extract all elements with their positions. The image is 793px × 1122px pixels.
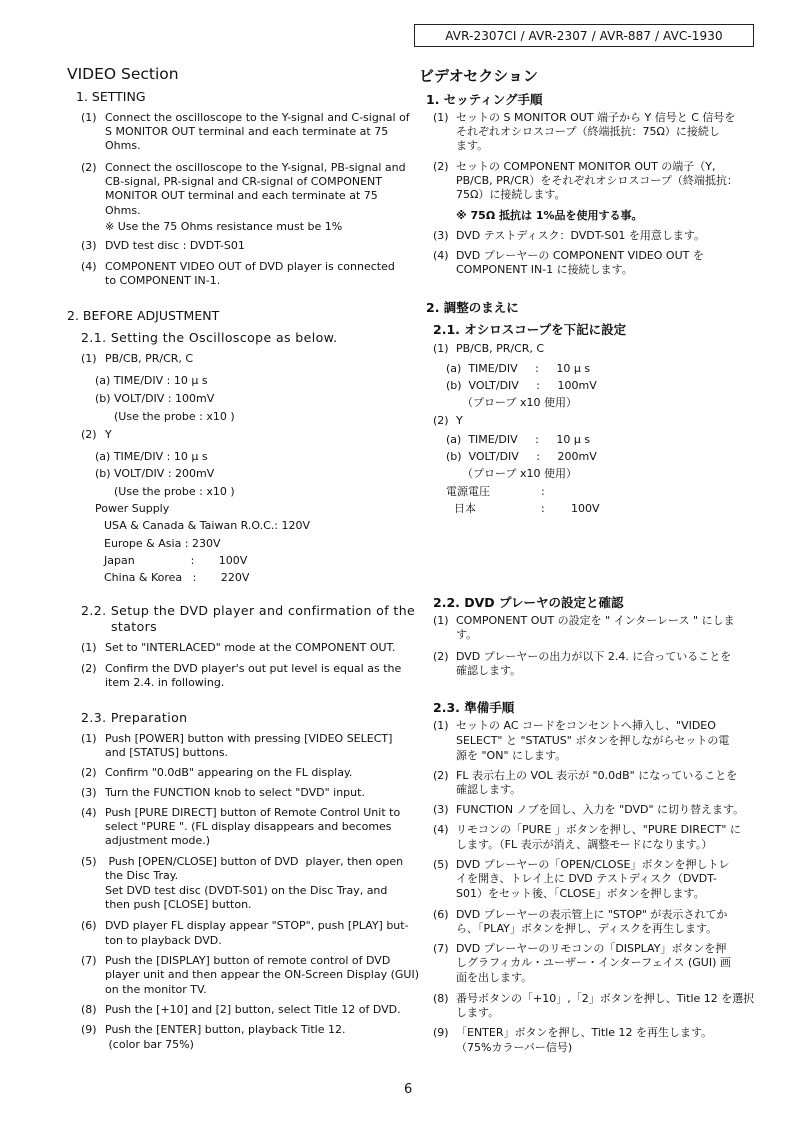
item-number: (3): [81, 786, 97, 799]
oscilloscope-heading-jp: 2.1. オシロスコープを下記に設定: [433, 322, 627, 337]
item-line: す。: [456, 628, 478, 641]
power-supply-row: Europe & Asia : 230V: [104, 537, 221, 550]
model-header: AVR-2307CI / AVR-2307 / AVR-887 / AVC-1930: [414, 24, 754, 47]
item-line: FUNCTION ノブを回し、入力を "DVD" に切り替えます。: [456, 803, 745, 816]
power-voltage-colon: :: [541, 485, 545, 498]
item-number: (7): [81, 954, 97, 967]
item-number: (1): [433, 342, 449, 355]
item-line: 確認します。: [456, 783, 522, 796]
item-line: S01）をセット後、「CLOSE」ボタンを押します。: [456, 887, 705, 900]
setting-heading: 1. SETTING: [76, 89, 146, 104]
item-number: (2): [433, 160, 449, 173]
item-line: DVD プレーヤーの COMPONENT VIDEO OUT を: [456, 249, 704, 262]
item-number: (1): [433, 111, 449, 124]
before-adjustment-heading-jp: 2. 調整のまえに: [426, 300, 519, 315]
power-supply-row: China & Korea : 220V: [104, 571, 250, 584]
item-number: (2): [81, 662, 97, 675]
item-line: MONITOR OUT terminal and each terminate at 75: [105, 189, 378, 202]
item-number: (2): [81, 766, 97, 779]
page-number: 6: [404, 1082, 413, 1097]
power-voltage-label: 電源電圧: [446, 485, 490, 498]
item-line: DVD プレーヤーのリモコンの「DISPLAY」ボタンを押: [456, 942, 727, 955]
item-line: しグラフィカル・ユーザー・インターフェイス (GUI) 画: [456, 956, 731, 969]
before-adjustment-heading: 2. BEFORE ADJUSTMENT: [67, 308, 220, 323]
item-number: (1): [81, 111, 97, 124]
item-line: S MONITOR OUT terminal and each terminate at 75: [105, 125, 389, 138]
item-line: 確認します。: [456, 664, 522, 677]
item-line: Connect the oscilloscope to the Y-signal, PB-signal and: [105, 161, 406, 174]
item-line: COMPONENT IN-1 に接続します。: [456, 263, 633, 276]
item-number: (9): [81, 1023, 97, 1036]
item-line: Confirm the DVD player's out put level is equal as the: [105, 662, 402, 675]
item-line: select "PURE ". (FL display disappears and becomes: [105, 820, 392, 833]
item-line: Ohms.: [105, 139, 141, 152]
item-number: (4): [81, 260, 97, 273]
item-line: します。（FL 表示が消え、調整モードになります。）: [456, 838, 713, 851]
item-line: DVD player FL display appear "STOP", push [PLAY] but-: [105, 919, 409, 932]
section-title: VIDEO Section: [67, 65, 179, 83]
item-line: それぞれオシロスコープ（終端抵抗：75Ω）に接続し: [456, 125, 720, 138]
item-number: (1): [81, 732, 97, 745]
item-line: Ohms.: [105, 204, 141, 217]
item-line: item 2.4. in following.: [105, 676, 225, 689]
item-line: and [STATUS] buttons.: [105, 746, 229, 759]
item-number: (5): [81, 855, 97, 868]
japan-voltage: 100V: [571, 502, 600, 515]
preparation-heading: 2.3. Preparation: [81, 710, 188, 725]
volt-div: (b) VOLT/DIV : 100mV: [95, 392, 215, 405]
item-number: (2): [433, 769, 449, 782]
dvd-setup-heading-cont: stators: [111, 619, 158, 634]
item-line: to COMPONENT IN-1.: [105, 274, 221, 287]
item-line: 源を "ON" にします。: [456, 749, 567, 762]
item-line: player unit and then appear the ON-Screen Display (GUI): [105, 968, 419, 981]
item-number: (6): [81, 919, 97, 932]
item-number: (9): [433, 1026, 449, 1039]
signal-label: PB/CB, PR/CR, C: [105, 352, 194, 365]
power-supply-row: USA & Canada & Taiwan R.O.C.: 120V: [104, 519, 311, 532]
item-line: リモコンの「PURE 」ボタンを押し、"PURE DIRECT" に: [456, 823, 741, 836]
item-line: 番号ボタンの「+10」,「2」ボタンを押し、Title 12 を選択: [456, 992, 755, 1005]
item-number: (4): [433, 249, 449, 262]
probe-note: （プローブ x10 使用）: [462, 467, 577, 480]
item-line: Turn the FUNCTION knob to select "DVD" input.: [105, 786, 365, 799]
item-number: (6): [433, 908, 449, 921]
item-number: (1): [433, 719, 449, 732]
japan-label: 日本: [454, 502, 476, 515]
signal-label: Y: [456, 414, 463, 427]
item-line: 面を出します。: [456, 971, 533, 984]
item-line: DVD test disc : DVDT-S01: [105, 239, 245, 252]
item-line: セットの AC コードをコンセントへ挿入し、"VIDEO: [456, 719, 716, 732]
volt-div: (b) VOLT/DIV : 200mV: [446, 450, 597, 463]
time-div: (a) TIME/DIV : 10 μ s: [446, 433, 591, 446]
item-number: (3): [81, 239, 97, 252]
volt-div: (b) VOLT/DIV : 100mV: [446, 379, 597, 392]
setting-heading-jp: 1. セッティング手順: [426, 92, 543, 107]
resistance-note: ※ Use the 75 Ohms resistance must be 1%: [105, 220, 343, 233]
power-supply-label: Power Supply: [95, 502, 170, 515]
probe-note: （プローブ x10 使用）: [462, 396, 577, 409]
section-title-jp: ビデオセクション: [419, 67, 538, 85]
item-line: adjustment mode.): [105, 834, 211, 847]
item-line: セットの S MONITOR OUT 端子から Y 信号と C 信号を: [456, 111, 736, 124]
probe-note: (Use the probe : x10 ): [114, 485, 235, 498]
item-line: COMPONENT VIDEO OUT of DVD player is connected: [105, 260, 395, 273]
item-number: (8): [81, 1003, 97, 1016]
item-number: (2): [433, 650, 449, 663]
item-line: on the monitor TV.: [105, 983, 207, 996]
time-div: (a) TIME/DIV : 10 μ s: [95, 374, 208, 387]
item-number: (1): [81, 641, 97, 654]
item-line: Push the [DISPLAY] button of remote control of DVD: [105, 954, 391, 967]
item-line: 75Ω）に接続します。: [456, 188, 566, 201]
item-line: CB-signal, PR-signal and CR-signal of COMPONENT: [105, 175, 382, 188]
item-line: DVD プレーヤーの出力が以下 2.4. に合っていることを: [456, 650, 732, 663]
item-line: Confirm "0.0dB" appearing on the FL display.: [105, 766, 353, 779]
item-number: (4): [81, 806, 97, 819]
volt-div: (b) VOLT/DIV : 200mV: [95, 467, 215, 480]
preparation-heading-jp: 2.3. 準備手順: [433, 700, 515, 715]
item-line: ら、「PLAY」ボタンを押し、ディスクを再生します。: [456, 922, 718, 935]
item-number: (3): [433, 803, 449, 816]
japan-colon: :: [541, 502, 545, 515]
item-line: DVD プレーヤーの表示管上に "STOP" が表示されてか: [456, 908, 728, 921]
item-line: Set DVD test disc (DVDT-S01) on the Disc Tray, and: [105, 884, 388, 897]
item-line: then push [CLOSE] button.: [105, 898, 252, 911]
item-number: (7): [433, 942, 449, 955]
resistance-note-jp: ※ 75Ω 抵抗は 1%品を使用する事。: [456, 209, 643, 222]
item-line: the Disc Tray.: [105, 869, 179, 882]
item-line: Push [PURE DIRECT] button of Remote Control Unit to: [105, 806, 401, 819]
signal-label: Y: [105, 428, 112, 441]
item-line: PB/CB, PR/CR）をそれぞれオシロスコープ（終端抵抗：: [456, 174, 738, 187]
item-line: DVD プレーヤーの「OPEN/CLOSE」ボタンを押しトレ: [456, 858, 730, 871]
signal-label: PB/CB, PR/CR, C: [456, 342, 545, 355]
item-line: DVD テストディスク：DVDT-S01 を用意します。: [456, 229, 705, 242]
item-number: (2): [433, 414, 449, 427]
item-line: ます。: [456, 139, 489, 152]
item-number: (1): [433, 614, 449, 627]
item-line: 「ENTER」ボタンを押し、Title 12 を再生します。: [456, 1026, 713, 1039]
dvd-setup-heading-jp: 2.2. DVD プレーヤの設定と確認: [433, 595, 624, 610]
item-line: Connect the oscilloscope to the Y-signal and C-signal of: [105, 111, 410, 124]
item-number: (2): [81, 428, 97, 441]
item-number: (8): [433, 992, 449, 1005]
item-line: （75%カラーバー信号): [456, 1041, 573, 1054]
item-number: (4): [433, 823, 449, 836]
item-line: (color bar 75%): [105, 1038, 194, 1051]
time-div: (a) TIME/DIV : 10 μ s: [95, 450, 208, 463]
item-line: Push the [+10] and [2] button, select Title 12 of DVD.: [105, 1003, 401, 1016]
power-supply-row: Japan : 100V: [104, 554, 248, 567]
item-number: (3): [433, 229, 449, 242]
item-line: ton to playback DVD.: [105, 934, 222, 947]
probe-note: (Use the probe : x10 ): [114, 410, 235, 423]
item-line: Push the [ENTER] button, playback Title 12.: [105, 1023, 346, 1036]
item-line: Push [OPEN/CLOSE] button of DVD player, then open: [105, 855, 404, 868]
dvd-setup-heading: 2.2. Setup the DVD player and confirmation of the: [81, 603, 416, 618]
oscilloscope-heading: 2.1. Setting the Oscilloscope as below.: [81, 330, 338, 345]
item-line: SELECT" と "STATUS" ボタンを押しながらセットの電: [456, 734, 730, 747]
item-number: (5): [433, 858, 449, 871]
item-line: イを開き、トレイ上に DVD テストディスク（DVDT-: [456, 872, 717, 885]
item-line: します。: [456, 1006, 500, 1019]
item-line: Push [POWER] button with pressing [VIDEO SELECT]: [105, 732, 393, 745]
item-line: COMPONENT OUT の設定を " インターレース " にしま: [456, 614, 735, 627]
item-line: Set to "INTERLACED" mode at the COMPONENT OUT.: [105, 641, 396, 654]
item-number: (1): [81, 352, 97, 365]
item-line: セットの COMPONENT MONITOR OUT の端子（Y,: [456, 160, 716, 173]
time-div: (a) TIME/DIV : 10 μ s: [446, 362, 591, 375]
item-line: FL 表示右上の VOL 表示が "0.0dB" になっていることを: [456, 769, 738, 782]
item-number: (2): [81, 161, 97, 174]
